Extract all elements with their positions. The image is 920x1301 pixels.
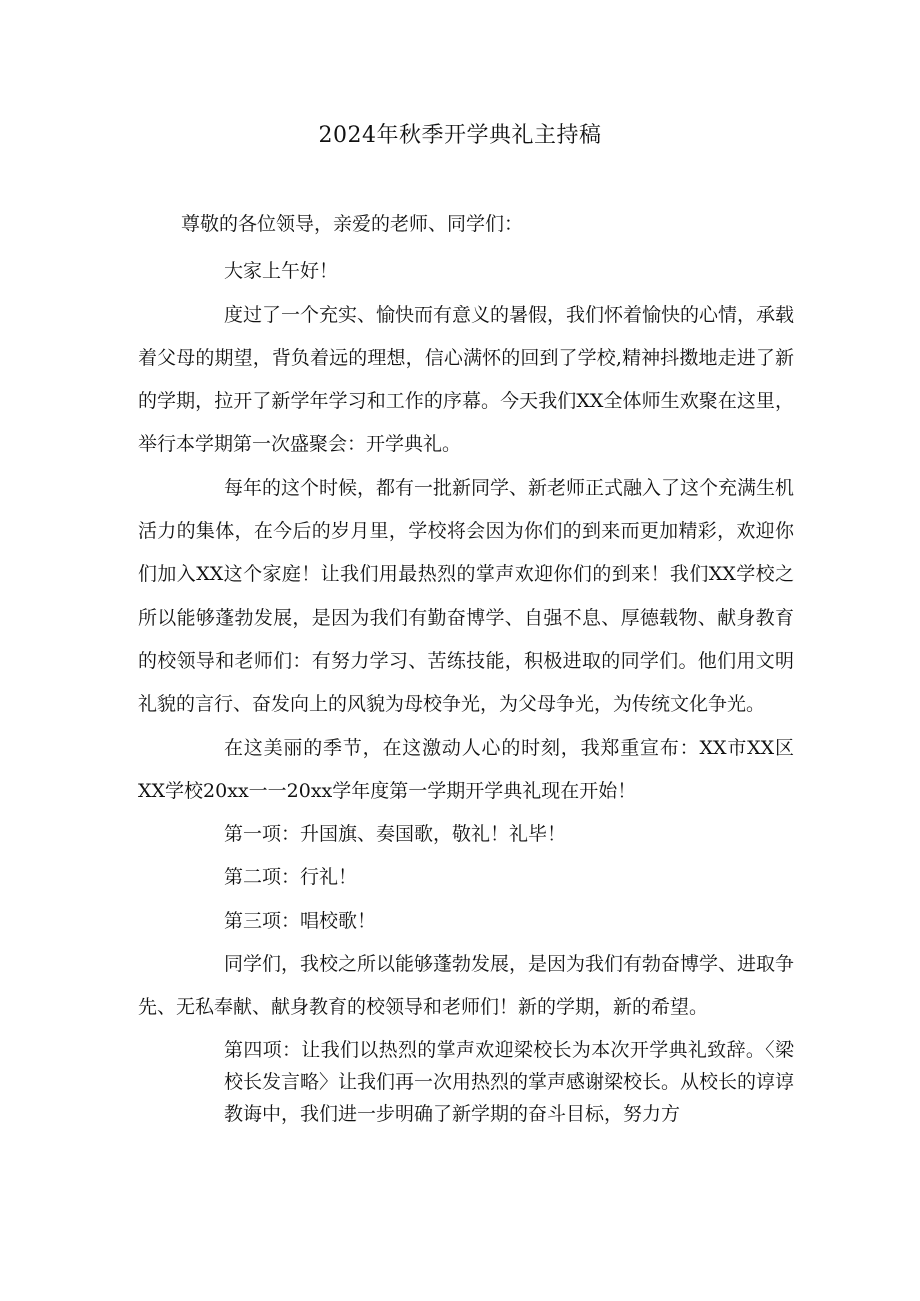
paragraph-opening: 度过了一个充实、愉快而有意义的暑假，我们怀着愉快的心情，承载着父母的期望，背负着远的理想，信心满怀的回到了学校,精神抖擞地走进了新的学期，拉开了新学年学习和工作的序幕。今天我们XX全体师生欢聚在这里，举行本学期第一次盛聚会：开学典礼。 <box>138 303 795 456</box>
paragraph-greeting: 大家上午好！ <box>224 260 339 283</box>
document-title: 2024年秋季开学典礼主持稿 <box>318 123 602 148</box>
paragraph-item-four: 第四项：让我们以热烈的掌声欢迎梁校长为本次开学典礼致辞。〈梁校长发言略〉让我们再一次用热烈的掌声感谢梁校长。从校长的谆谆教诲中，我们进一步明确了新学期的奋斗目标，努力方 <box>224 1038 795 1125</box>
paragraph-welcome: 每年的这个时候，都有一批新同学、新老师正式融入了这个充满生机活力的集体，在今后的岁月里，学校将会因为你们的到来而更加精彩，欢迎你们加入XX这个家庭！让我们用最热烈的掌声欢迎你们的到来！我们XX学校之所以能够蓬勃发展，是因为我们有勤奋博学、自强不息、厚德载物、献身教育的校领导和老师们：有努力学习、苦练技能，积极进取的同学们。他们用文明礼貌的言行、奋发向上的风貌为母校争光，为父母争光，为传统文化争光。 <box>138 476 795 716</box>
document-body <box>138 203 794 1130</box>
paragraph-students: 同学们，我校之所以能够蓬勃发展，是因为我们有勃奋博学、进取争先、无私奉献、献身教育的校领导和老师们！新的学期，新的希望。 <box>138 953 795 1019</box>
paragraph-item-two: 第二项：行礼！ <box>224 866 358 889</box>
paragraph-item-one: 第一项：升国旗、奏国歌，敬礼！礼毕！ <box>224 823 567 846</box>
paragraph-item-three: 第三项：唱校歌！ <box>224 909 377 932</box>
paragraph-announcement: 在这美丽的季节，在这激动人心的时刻，我郑重宣布：XX市XX区XX学校20xx一一20xx学年度第一学期开学典礼现在开始！ <box>138 736 794 802</box>
salutation: 尊敬的各位领导，亲爱的老师、同学们： <box>181 213 524 235</box>
